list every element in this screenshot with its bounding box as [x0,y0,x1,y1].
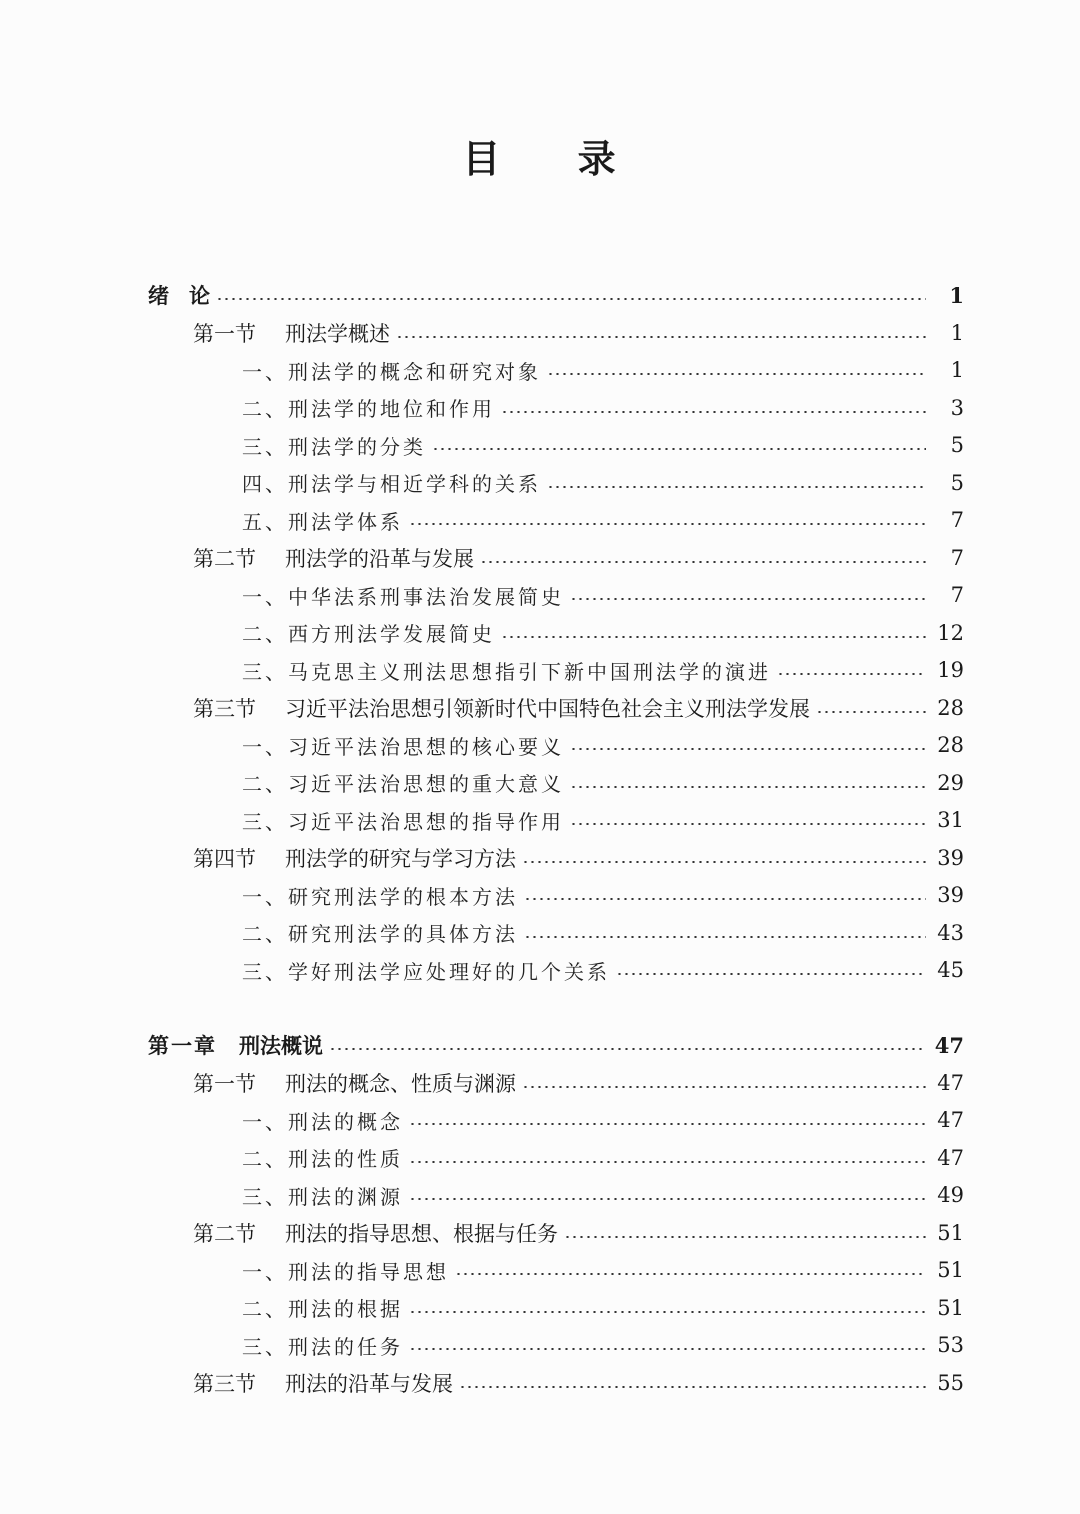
leader-dots [409,1348,926,1350]
toc-entry-label [242,656,771,685]
chapter-number: 第一章 [148,1033,217,1058]
section-title: 刑法的沿革与发展 [285,1371,453,1396]
toc-entry-label [242,431,426,460]
toc-entry-label [242,1293,403,1322]
page-number: 51 [937,1258,964,1282]
item-title: 三、习近平法治思想的指导作用 [242,809,564,834]
section-title: 刑法的指导思想、根据与任务 [285,1221,558,1246]
page-number: 28 [937,695,964,720]
leader-dots [459,1386,926,1388]
page-number: 5 [950,470,964,495]
section-number: 第二节 [193,1221,256,1246]
page-number: 47 [937,1108,964,1132]
leader-dots [216,298,926,300]
page-number: 45 [937,958,964,982]
page-number: 29 [937,770,964,795]
section-title: 刑法学的沿革与发展 [285,546,474,571]
toc-entry-label [148,1030,323,1060]
item-title: 一、中华法系刑事法治发展简史 [242,584,564,609]
toc-entry-label [193,1068,516,1098]
toc-item-row[interactable] [242,877,964,913]
toc-item-row[interactable] [242,1327,964,1363]
page-number: 5 [950,433,964,457]
toc-item-row[interactable] [242,765,964,801]
item-title: 一、习近平法治思想的核心要义 [242,734,564,759]
page-number: 28 [937,733,964,757]
leader-dots [616,973,926,975]
section-number: 第三节 [193,1371,256,1396]
item-title: 二、西方刑法学发展简史 [242,622,495,646]
section-number: 第一节 [193,321,256,346]
leader-dots [409,1161,926,1163]
toc-item-row[interactable] [242,727,964,763]
leader-dots [547,373,926,375]
toc-entry-label [242,956,610,985]
toc-item-row[interactable] [242,615,964,651]
item-title: 一、刑法学的概念和研究对象 [242,359,541,384]
toc-chapter-row[interactable] [148,1027,964,1063]
toc-section-row[interactable] [193,1365,964,1401]
leader-dots [570,748,926,750]
toc-item-row[interactable] [242,390,964,426]
toc-item-row[interactable] [242,1252,964,1288]
toc-entry-label [242,618,495,647]
toc-entry-label [242,806,564,835]
page-number: 39 [937,845,964,870]
page-number: 7 [950,545,964,570]
leader-dots [524,936,926,938]
section-title: 习近平法治思想引领新时代中国特色社会主义刑法学发展 [285,696,810,721]
toc-entry-label [193,543,474,573]
toc-entry-label [242,1143,403,1172]
leader-dots [409,1123,926,1125]
toc-chapter-row[interactable] [148,277,964,313]
leader-dots [455,1273,926,1275]
page-number: 19 [937,658,964,682]
toc-section-row[interactable] [193,540,964,576]
toc-section-row[interactable] [193,690,964,726]
page-number: 7 [950,508,964,532]
leader-dots [501,636,926,638]
page-number: 47 [934,1032,964,1058]
section-title: 刑法学的研究与学习方法 [285,846,516,871]
leader-dots [522,861,926,863]
toc-item-row[interactable] [242,802,964,838]
leader-dots [396,336,926,338]
toc-entry-label [193,693,810,723]
leader-dots [564,1236,926,1238]
chapter-title: 刑法概说 [239,1033,323,1058]
page-number: 1 [949,282,964,308]
toc-entry-label [242,581,564,610]
page-number: 12 [937,620,964,645]
section-number: 第四节 [193,846,256,871]
toc-item-row[interactable] [242,1102,964,1138]
item-title: 二、刑法的根据 [242,1297,403,1321]
item-title: 三、刑法的任务 [242,1334,403,1359]
page-number: 51 [937,1220,964,1245]
page-number: 1 [950,358,964,382]
page-number: 51 [937,1295,964,1320]
leader-dots [409,523,926,525]
item-title: 三、刑法的渊源 [242,1184,403,1209]
toc-entry-label [242,731,564,760]
leader-dots [522,1086,926,1088]
toc-entry-label [242,506,403,535]
leader-dots [409,1198,926,1200]
toc-entry-label [193,1218,558,1248]
toc-item-row[interactable] [242,652,964,688]
toc-entry-label [242,1181,403,1210]
toc-entry-label [193,843,516,873]
toc-item-row[interactable] [242,465,964,501]
section-title: 刑法的概念、性质与渊源 [285,1071,516,1096]
page-number: 55 [937,1370,964,1395]
item-title: 三、刑法学的分类 [242,434,426,459]
item-title: 一、刑法的指导思想 [242,1259,449,1284]
toc-entry-label [242,1256,449,1285]
toc-item-row[interactable] [242,1290,964,1326]
leader-dots [570,598,926,600]
toc-item-row[interactable] [242,1140,964,1176]
leader-dots [501,411,926,413]
page-number: 43 [937,920,964,945]
section-title: 刑法学概述 [285,321,390,346]
item-title: 三、学好刑法学应处理好的几个关系 [242,959,610,984]
toc-entry-label [193,1368,453,1398]
leader-dots [432,448,926,450]
page-number: 47 [937,1070,964,1095]
item-title: 二、习近平法治思想的重大意义 [242,772,564,796]
leader-dots [409,1311,926,1313]
section-number: 第一节 [193,1071,256,1096]
leader-dots [524,898,926,900]
page-number: 39 [937,883,964,907]
leader-dots [570,786,926,788]
toc-entry-label [242,1331,403,1360]
page-number: 47 [937,1145,964,1170]
section-number: 第三节 [193,696,256,721]
leader-dots [816,711,926,713]
item-title: 一、研究刑法学的根本方法 [242,884,518,909]
page-number: 1 [950,320,964,345]
toc-section-row[interactable] [193,1065,964,1101]
toc-item-row[interactable] [242,502,964,538]
page-number: 7 [950,583,964,607]
page-number: 3 [950,395,964,420]
toc-item-row[interactable] [242,1177,964,1213]
leader-dots [480,561,926,563]
toc-entry-label [242,918,518,947]
chapter-title: 论 [189,283,210,308]
chapter-number: 绪 [148,283,171,308]
leader-dots [547,486,926,488]
title-char-1: 目 [462,137,503,181]
toc-item-row[interactable] [242,577,964,613]
toc-item-row[interactable] [242,427,964,463]
toc-item-row[interactable] [242,352,964,388]
toc-entry-label [242,881,518,910]
toc-entry-label [242,468,541,497]
leader-dots [777,673,926,675]
item-title: 二、刑法学的地位和作用 [242,397,495,421]
item-title: 三、马克思主义刑法思想指引下新中国刑法学的演进 [242,659,771,684]
title-char-2: 录 [577,137,618,181]
page-title [0,128,1080,183]
page-number: 31 [937,808,964,832]
toc-item-row[interactable] [242,952,964,988]
toc-entry-label [242,356,541,385]
item-title: 二、研究刑法学的具体方法 [242,922,518,946]
toc-entry-label [193,318,390,348]
toc-entry-label [242,1106,403,1135]
item-title: 一、刑法的概念 [242,1109,403,1134]
item-title: 二、刑法的性质 [242,1147,403,1171]
toc-entry-label [242,768,564,797]
leader-dots [570,823,926,825]
leader-dots [329,1048,926,1050]
page-number: 49 [937,1183,964,1207]
item-title: 四、刑法学与相近学科的关系 [242,472,541,496]
toc-section-row[interactable] [193,1215,964,1251]
item-title: 五、刑法学体系 [242,509,403,534]
toc-section-row[interactable] [193,840,964,876]
toc-section-row[interactable] [193,315,964,351]
toc-entry-label [242,393,495,422]
toc-entry-label [148,280,210,310]
toc-item-row[interactable] [242,915,964,951]
page-number: 53 [937,1333,964,1357]
section-number: 第二节 [193,546,256,571]
